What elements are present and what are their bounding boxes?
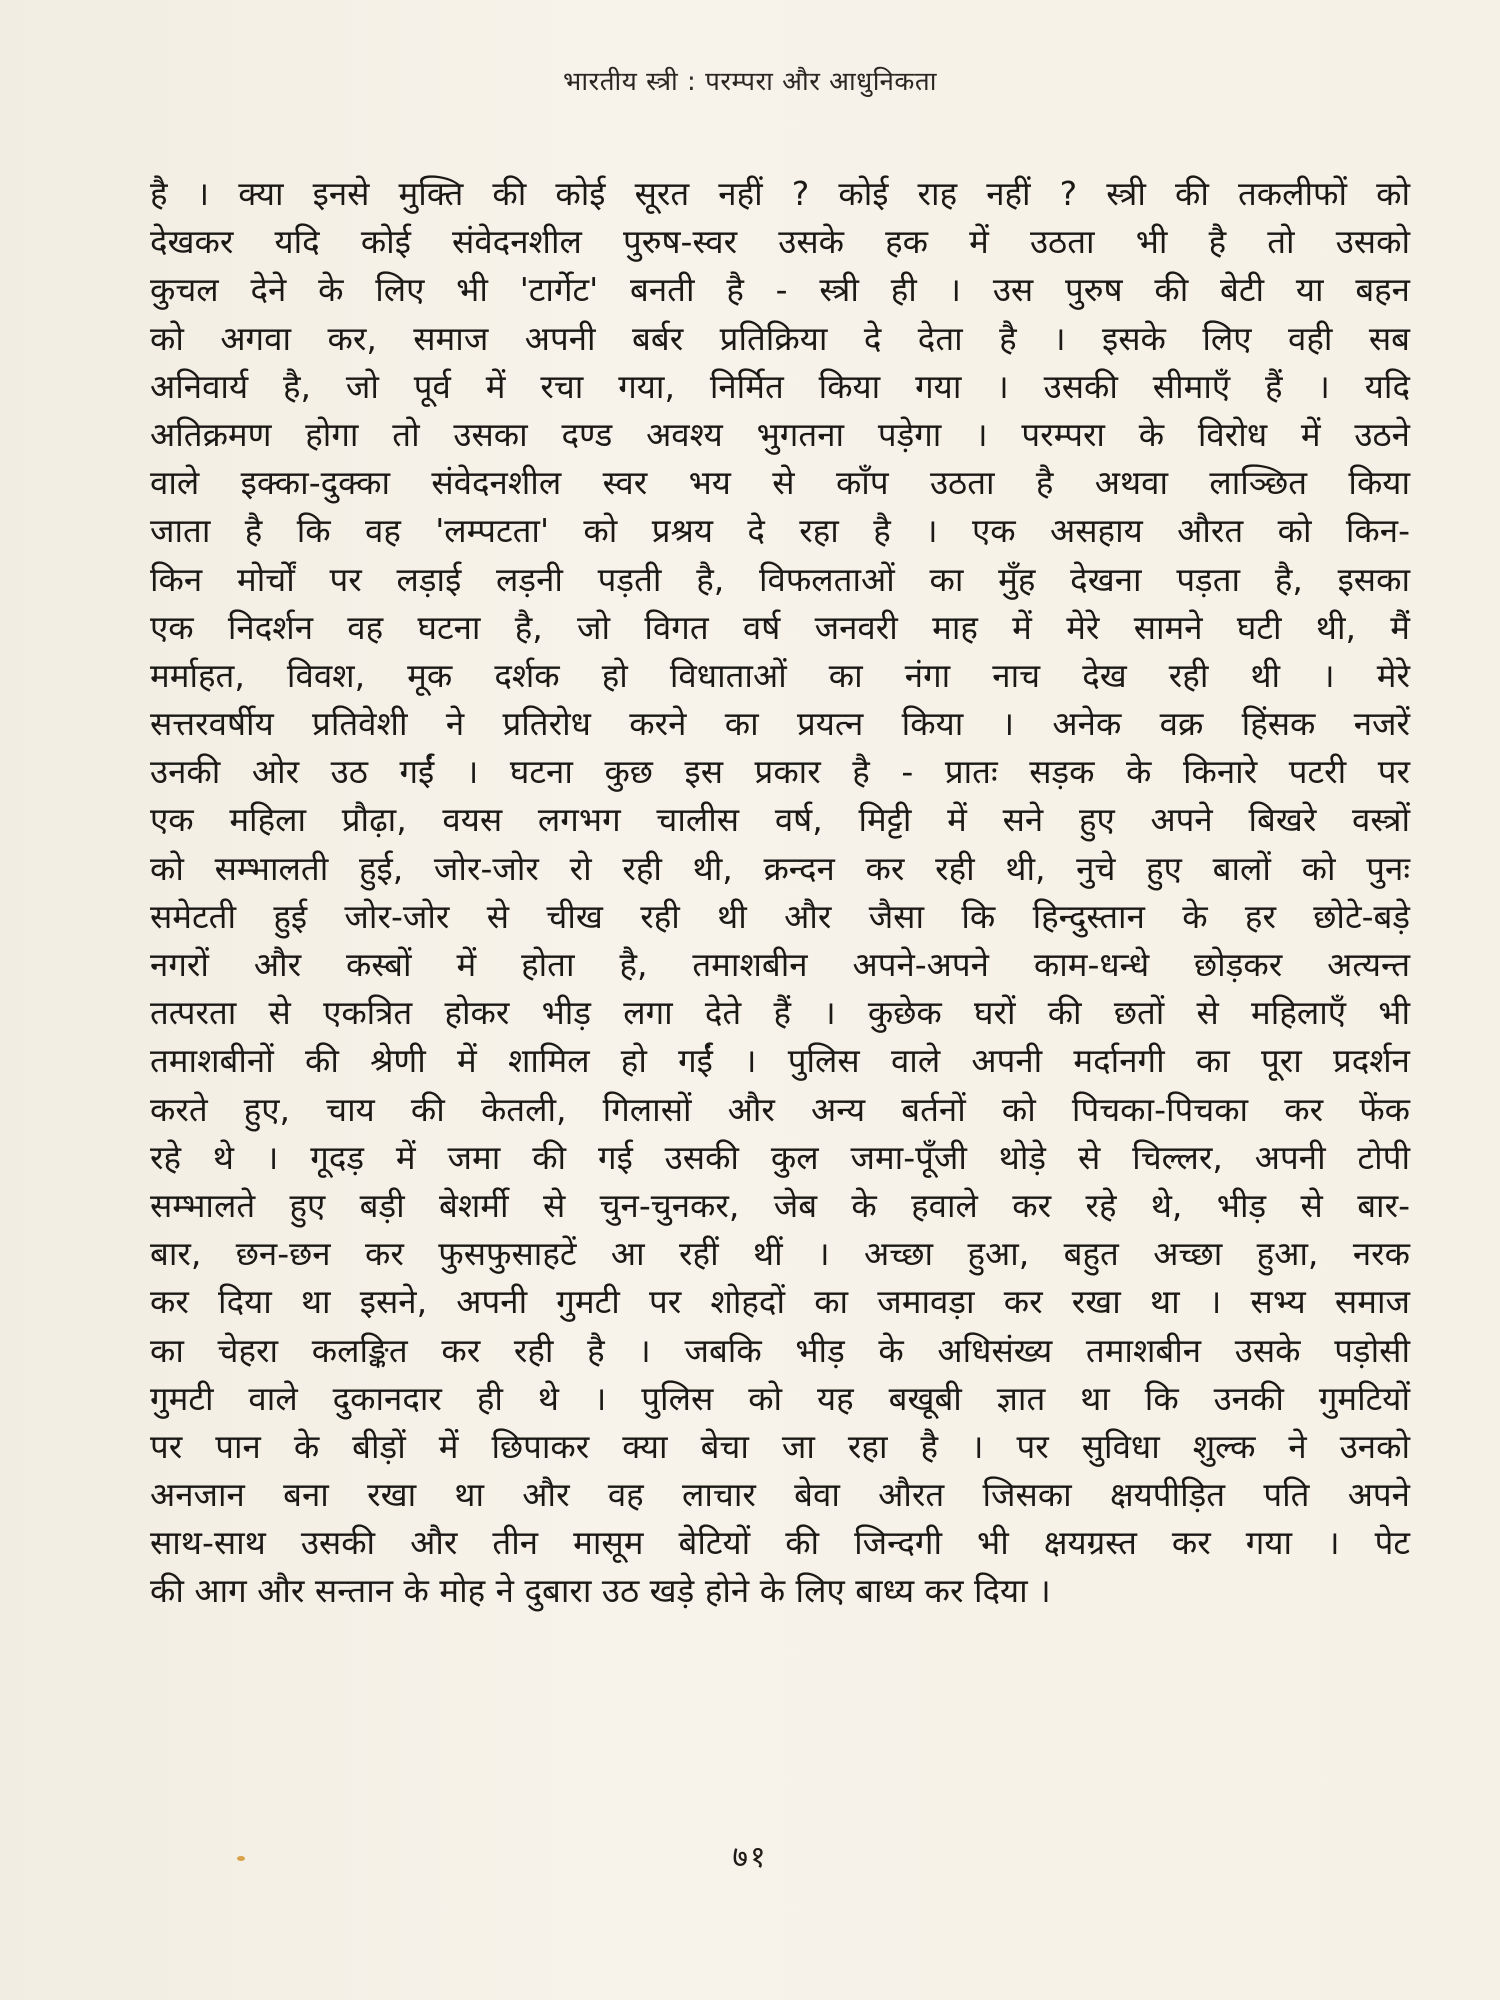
body-paragraph — [150, 170, 1410, 1616]
running-header: भारतीय स्त्री : परम्परा और आधुनिकता — [563, 67, 937, 97]
text-line: नगरों और कस्बों में होता है, तमाशबीन अपने-अपने काम-धन्धे छोड़कर अत्यन्त — [150, 945, 1410, 984]
text-line: एक निदर्शन वह घटना है, जो विगत वर्ष जनवरी माह में मेरे सामने घटी थी, मैं — [150, 607, 1410, 647]
text-line: कुचल देने के लिए भी 'टार्गेट' बनती है - स्त्री ही । उस पुरुष की बेटी या बहन — [150, 270, 1410, 310]
text-line: सम्भालते हुए बड़ी बेशर्मी से चुन-चुनकर, जेब के हवाले कर रहे थे, भीड़ से बार- — [150, 1185, 1410, 1225]
text-line: साथ-साथ उसकी और तीन मासूम बेटियों की जिन्दगी भी क्षयग्रस्त कर गया । पेट — [150, 1523, 1410, 1563]
text-line: का चेहरा कलङ्कित कर रही है । जबकि भीड़ के अधिसंख्य तमाशबीन उसके पड़ोसी — [150, 1330, 1410, 1370]
text-line: रहे थे । गूदड़ में जमा की गई उसकी कुल जमा-पूँजी थोड़े से चिल्लर, अपनी टोपी — [150, 1137, 1410, 1177]
text-line: अनजान बना रखा था और वह लाचार बेवा औरत जिसका क्षयपीड़ित पति अपने — [150, 1475, 1410, 1515]
text-line: है । क्या इनसे मुक्ति की कोई सूरत नहीं ? कोई राह नहीं ? स्त्री की तकलीफों को — [150, 174, 1410, 213]
text-line: उनकी ओर उठ गईं । घटना कुछ इस प्रकार है - प्रातः सड़क के किनारे पटरी पर — [150, 752, 1410, 792]
text-line: को सम्भालती हुई, जोर-जोर रो रही थी, क्रन्दन कर रही थी, नुचे हुए बालों को पुनः — [150, 848, 1410, 888]
text-line: बार, छन-छन कर फुसफुसाहटें आ रहीं थीं । अच्छा हुआ, बहुत अच्छा हुआ, नरक — [150, 1234, 1410, 1274]
text-line: कर दिया था इसने, अपनी गुमटी पर शोहदों का जमावड़ा कर रखा था । सभ्य समाज — [150, 1282, 1410, 1322]
text-line: मर्माहत, विवश, मूक दर्शक हो विधाताओं का नंगा नाच देख रही थी । मेरे — [150, 655, 1410, 695]
text-line: तत्परता से एकत्रित होकर भीड़ लगा देते हैं । कुछेक घरों की छतों से महिलाएँ भी — [150, 993, 1410, 1033]
text-line: जाता है कि वह 'लम्पटता' को प्रश्रय दे रहा है । एक असहाय औरत को किन- — [150, 511, 1410, 551]
text-line: एक महिला प्रौढ़ा, वयस लगभग चालीस वर्ष, मिट्टी में सने हुए अपने बिखरे वस्त्रों — [150, 800, 1410, 840]
text-line: की आग और सन्तान के मोह ने दुबारा उठ खड़े होने के लिए बाध्य कर दिया । — [150, 1571, 1051, 1611]
text-line: वाले इक्का-दुक्का संवेदनशील स्वर भय से काँप उठता है अथवा लाञ्छित किया — [150, 463, 1410, 503]
text-line: गुमटी वाले दुकानदार ही थे । पुलिस को यह बखूबी ज्ञात था कि उनकी गुमटियों — [150, 1378, 1410, 1418]
text-line: तमाशबीनों की श्रेणी में शामिल हो गईं । पुलिस वाले अपनी मर्दानगी का पूरा प्रदर्शन — [150, 1041, 1410, 1081]
text-line: किन मोर्चों पर लड़ाई लड़नी पड़ती है, विफलताओं का मुँह देखना पड़ता है, इसका — [150, 559, 1410, 599]
text-line: समेटती हुई जोर-जोर से चीख रही थी और जैसा कि हिन्दुस्तान के हर छोटे-बड़े — [150, 896, 1410, 936]
text-line: पर पान के बीड़ों में छिपाकर क्या बेचा जा रहा है । पर सुविधा शुल्क ने उनको — [150, 1426, 1410, 1466]
page-number: ७१ — [732, 1840, 768, 1875]
text-line: करते हुए, चाय की केतली, गिलासों और अन्य बर्तनों को पिचका-पिचका कर फेंक — [150, 1089, 1410, 1129]
text-line: अनिवार्य है, जो पूर्व में रचा गया, निर्मित किया गया । उसकी सीमाएँ हैं । यदि — [150, 366, 1410, 406]
text-line: को अगवा कर, समाज अपनी बर्बर प्रतिक्रिया दे देता है । इसके लिए वही सब — [150, 318, 1410, 358]
text-line: सत्तरवर्षीय प्रतिवेशी ने प्रतिरोध करने का प्रयत्न किया । अनेक वक्र हिंसक नजरें — [150, 704, 1410, 744]
text-line: देखकर यदि कोई संवेदनशील पुरुष-स्वर उसके हक में उठता भी है तो उसको — [150, 222, 1410, 262]
text-line: अतिक्रमण होगा तो उसका दण्ड अवश्य भुगतना पड़ेगा । परम्परा के विरोध में उठने — [150, 414, 1410, 454]
